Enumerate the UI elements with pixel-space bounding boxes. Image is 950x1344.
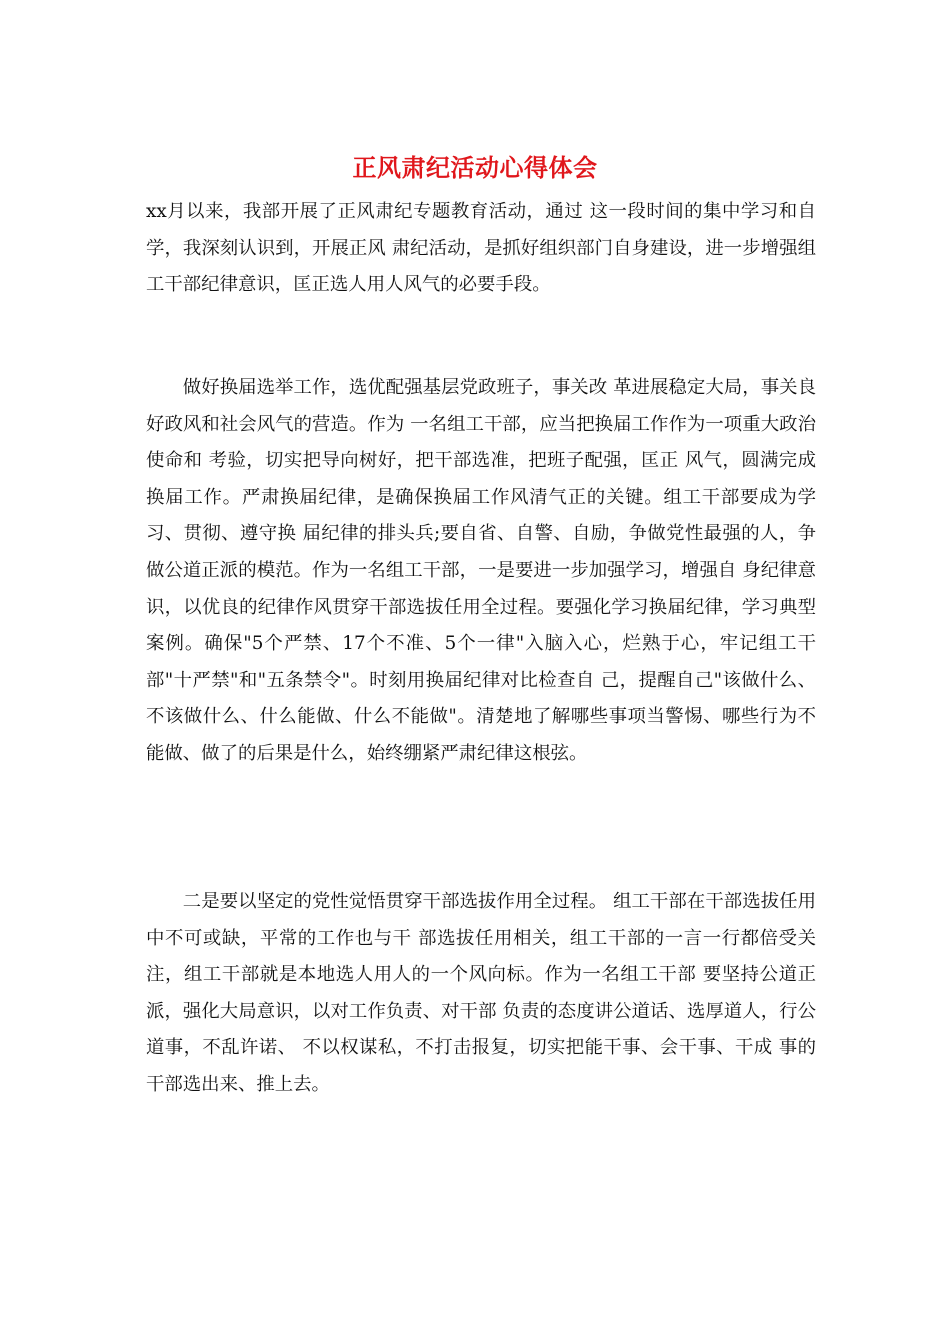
paragraph-intro: xx月以来，我部开展了正风肃纪专题教育活动，通过 这一段时间的集中学习和自学，我深刻认识到，开展正风 肃纪活动，是抓好组织部门自身建设，进一步增强组工干部纪律意识，匡正选人用人风气的必要手段。 [146, 201, 816, 296]
paragraph-election-discipline: 做好换届选举工作，选优配强基层党政班子，事关改 革进展稳定大局，事关良好政风和社会风气的营造。作为 一名组工干部，应当把换届工作作为一项重大政治使命和 考验，切实把导向树好，把干部选准，把班子配强，匡正 风气，圆满完成换届工作。严肃换届纪律，是确保换届工作风清气正的关键。组工干部要成为学习、贯彻、遵守换 届纪律的排头兵;要自省、自警、自励，争做党性最强的人，争做公道正派的模范。作为一名组工干部，一是要进一步加强学习，增强自 身纪律意识，以优良的纪律作风贯穿干部选拔任用全过程。要强化学习换届纪律，学习典型案例。确保"5个严禁、17个不准、5个一律"入脑入心，烂熟于心，牢记组工干部"十严禁"和"五条禁令"。时刻用换届纪律对比检查自 己，提醒自己"该做什么、不该做什么、什么能做、什么不能做"。清楚地了解哪些事项当警惕、哪些行为不能做、做了的后果是什么，始终绷紧严肃纪律这根弦。 [146, 377, 816, 764]
document-title: 正风肃纪活动心得体会 [352, 153, 598, 182]
paragraph-party-spirit: 二是要以坚定的党性觉悟贯穿干部选拔作用全过程。 组工干部在干部选拔任用中不可或缺，平常的工作也与干 部选拔任用相关，组工干部的一言一行都倍受关注，组工干部就是本地选人用人的一个风向标。作为一名组工干部 要坚持公道正派，强化大局意识，以对工作负责、对干部 负责的态度讲公道话、选厚道人，行公道事，不乱许诺、 不以权谋私，不打击报复，切实把能干事、会干事、干成 事的干部选出来、推上去。 [146, 891, 816, 1095]
